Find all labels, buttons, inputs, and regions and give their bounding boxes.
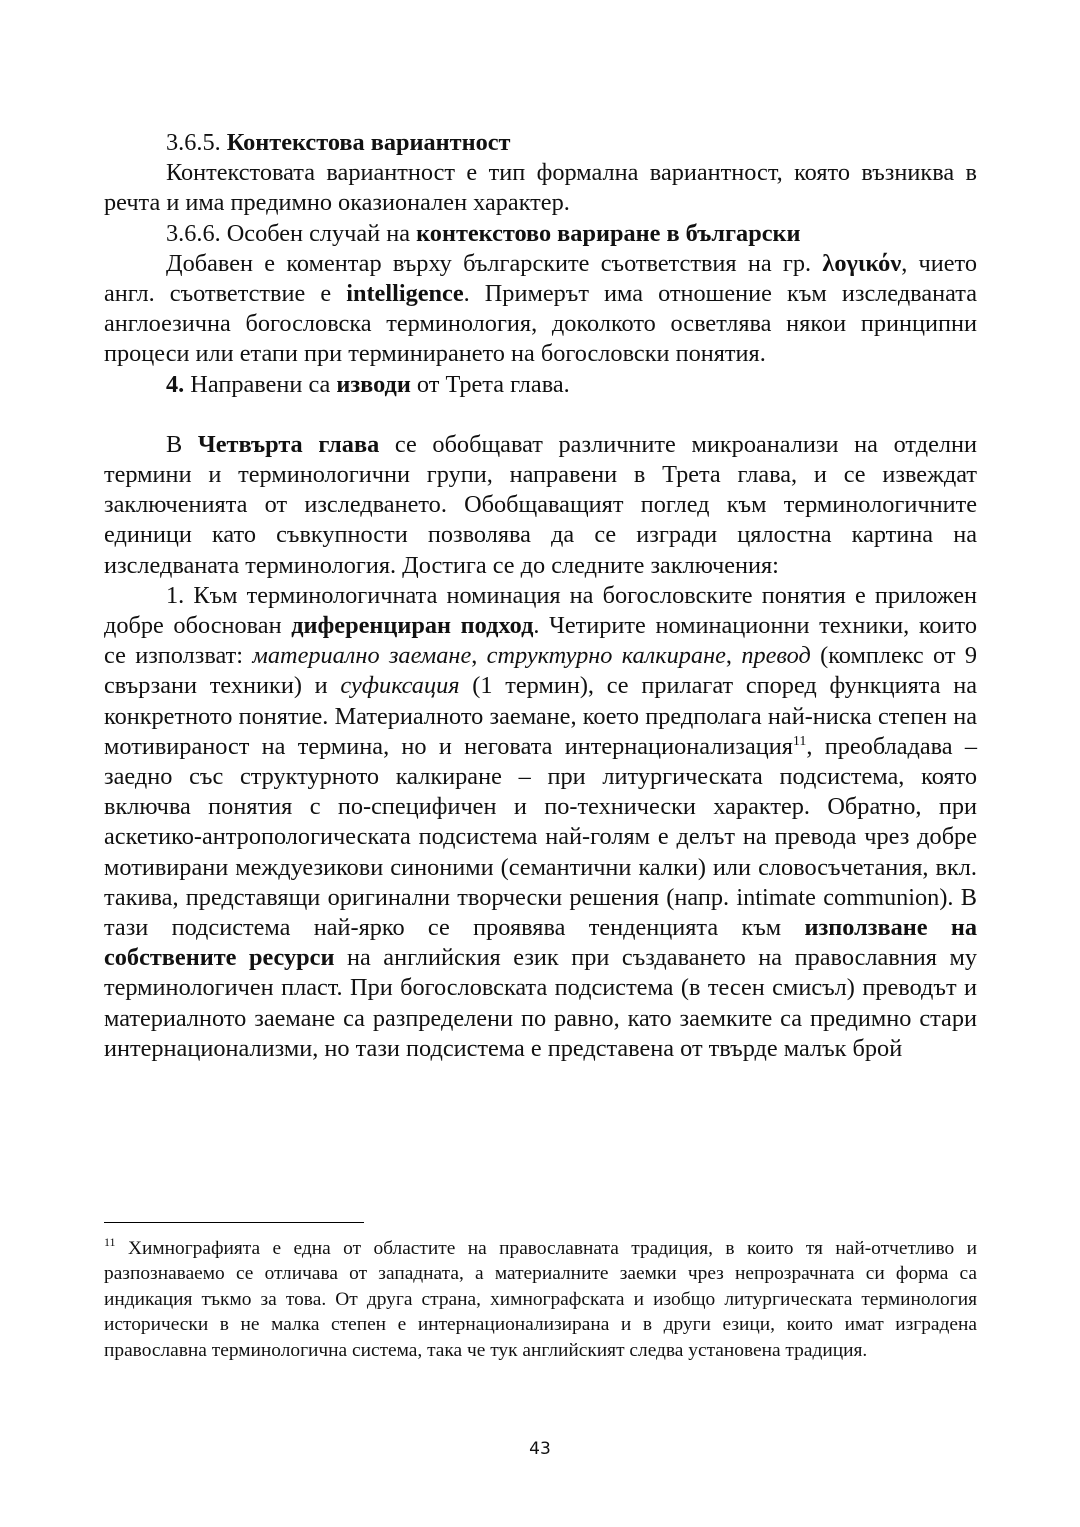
footnote-text: Химнографията е една от областите на православната традиция, в които тя най-отчетливо и разпознаваемо се отличава от западната, а материалните заемки чрез непрозрачната си форма са индикация тъкмо за това. От друга страна, химнографската и изобщо литургическата терминология исторически в не малка степен е интернационализирана и в други езици, които имат изградена православна терминологична система, така че тук английският следва установена традиция.: [104, 1238, 977, 1361]
page-number: 43: [529, 1439, 551, 1459]
section-number: 3.6.5.: [166, 129, 227, 156]
english-term: intelligence: [346, 280, 464, 308]
section-3-6-6-heading: [104, 219, 977, 249]
text-run: Добавен е коментар върху българските съответствия на гр.: [166, 249, 823, 277]
section-title: Контекстова вариантност: [226, 129, 511, 156]
bold-term: изводи: [336, 370, 411, 398]
text-run: 1. Към терминологичната номинация на богословските понятия е приложен добре обоснован: [104, 581, 977, 640]
italic-term: материално заемане: [252, 642, 472, 670]
text-run: ,: [471, 642, 487, 670]
section-3-6-6-paragraph: [104, 249, 977, 370]
italic-term: суфиксация: [340, 672, 460, 700]
bold-term: използване на собствените ресурси: [104, 914, 977, 972]
text-run: ,: [725, 642, 742, 670]
text-run: (комплекс от 9 свързани техники) и: [104, 642, 977, 700]
item-4-paragraph: [104, 370, 977, 400]
text-run: се обобщават различните микроанализи на отделни термини и терминологични групи, направени в Трета глава, и се извеждат заключенията от изследването. Обобщаващият поглед към терминологичните единици като съвкупности позволява да се изгради цялостна картина на изследваната терминология. Достига се до следните заключения:: [104, 430, 978, 579]
italic-term: структурно калкиране: [486, 642, 726, 670]
item-number: 4.: [166, 370, 185, 398]
footnote-11: [104, 1236, 977, 1363]
bold-term: диференциран подход: [291, 612, 534, 640]
section-title: контекстово вариране в български: [416, 219, 801, 247]
text-run: В: [166, 430, 198, 458]
chapter-title: Четвърта глава: [197, 430, 380, 458]
chapter-4-paragraph: [104, 430, 977, 581]
section-3-6-5-heading: [104, 128, 977, 158]
text-run: Направени са: [184, 370, 337, 398]
text-run: . Четирите номинационни техники, които се използват:: [104, 612, 977, 670]
greek-term: λογικόν: [822, 249, 902, 277]
text-run: на английския език при създаването на православния му терминологичен пласт. При богословската подсистема (в тесен смисъл) преводът и материалното заемане са разпределени по равно, като заемките са предимно стари интернационализми, но тази подсистема е представена от твърде малък брой: [104, 944, 977, 1062]
footnote-number: 11: [104, 1235, 116, 1249]
text-run: (1 термин), се прилагат според функцията на конкретното понятие. Материалното заемане, което предполага най-ниска степен на мотивираност на термина, но и неговата интернационализация: [104, 672, 978, 760]
text-run: от Трета глава.: [410, 370, 570, 398]
footnote-reference[interactable]: 11: [792, 733, 807, 749]
text-run: . Примерът има отношение към изследваната англоезична богословска терминология, доколкото осветлява някои принципни процеси или етапи при терминирането на богословски понятия.: [104, 280, 977, 368]
text-run: , преобладава – заедно със структурното калкиране – при литургическата подсистема, която включва понятия с по-специфичен и по-технически характер. Обратно, при аскетико-антропологическата подсистема най-голям е делът на превода чрез добре мотивирани междуезикови синоними (семантични калки) или словосъчетания, вкл. такива, представящи оригинални творчески решения (напр. intimate communion). В тази подсистема най-ярко се проявява тенденцията към: [104, 732, 977, 942]
footnote-separator: [104, 1222, 364, 1223]
section-lead: 3.6.6. Особен случай на: [166, 219, 417, 247]
italic-term: превод: [741, 642, 811, 670]
text-run: , чието англ. съответствие е: [104, 249, 977, 308]
section-3-6-5-paragraph: Контекстовата вариантност е тип формална вариантност, която възниква в речта и има предимно оказионален характер.: [104, 159, 977, 217]
conclusion-1-paragraph: [104, 581, 977, 1064]
paragraph-gap: [104, 400, 977, 430]
document-body: [104, 128, 977, 1064]
